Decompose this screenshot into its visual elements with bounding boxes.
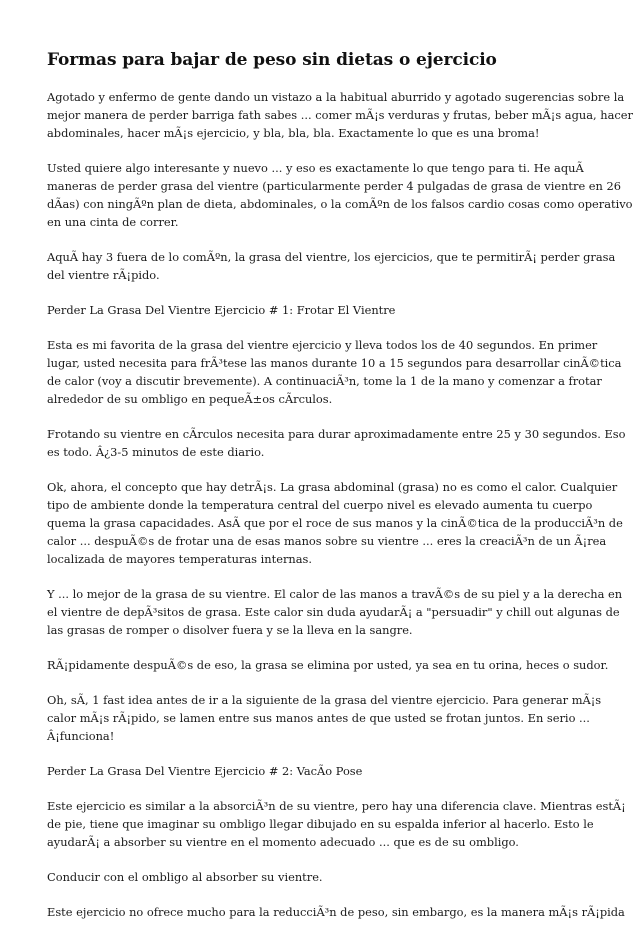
text-line: RÃ¡pidamente despuÃ©s de eso, la grasa se elimina por usted, ya sea en tu orina, heces o sudor. <box>47 658 609 672</box>
text-line: calor mÃ¡s rÃ¡pido, se lamen entre sus manos antes de que usted se frotan juntos. En serio ... <box>47 711 590 725</box>
document-title: Formas para bajar de peso sin dietas o ejercicio <box>47 50 497 70</box>
text-line: dÃas) con ningÃºn plan de dieta, abdominales, o la comÃºn de los falsos cardio cosas como operativo <box>47 197 633 211</box>
document-page <box>47 48 633 938</box>
paragraph <box>47 301 603 319</box>
text-line: de calor (voy a discutir brevemente). A continuaciÃ³n, tome la 1 de la mano y comenzar a frotar <box>47 374 602 388</box>
text-line: calor ... despuÃ©s de frotar una de esas manos sobre su vientre ... eres la creaciÃ³n de un Ã¡rea <box>47 534 607 548</box>
paragraph <box>47 159 633 231</box>
text-line: Este ejercicio es similar a la absorciÃ³n de su vientre, pero hay una diferencia clave. Mientras estÃ¡ <box>47 799 626 813</box>
paragraph <box>47 797 626 851</box>
text-line: Conducir con el ombligo al absorber su vientre. <box>47 870 323 884</box>
paragraph <box>47 585 623 639</box>
paragraph <box>47 248 616 284</box>
paragraph <box>47 425 626 461</box>
text-line: Y ... lo mejor de la grasa de su vientre. El calor de las manos a travÃ©s de su piel y a la derecha en <box>47 587 623 601</box>
paragraph <box>47 903 625 921</box>
paragraph <box>47 336 622 408</box>
text-line: Oh, sÃ, 1 fast idea antes de ir a la siguiente de la grasa del vientre ejercicio. Para generar mÃ¡s <box>47 693 602 707</box>
text-line: Esta es mi favorita de la grasa del vientre ejercicio y lleva todos los de 40 segundos. En primer <box>47 338 598 352</box>
paragraph <box>47 478 623 568</box>
text-line: del vientre rÃ¡pido. <box>47 268 160 282</box>
text-line: Agotado y enfermo de gente dando un vistazo a la habitual aburrido y agotado sugerencias sobre la <box>47 90 625 104</box>
paragraph <box>47 868 603 886</box>
paragraph <box>47 691 603 745</box>
text-line: Este ejercicio no ofrece mucho para la reducciÃ³n de peso, sin embargo, es la manera mÃ¡s rÃ¡pida <box>47 905 625 919</box>
text-line: tipo de ambiente donde la temperatura central del cuerpo nivel es elevado aumenta tu cuerpo <box>47 498 593 512</box>
document-body <box>47 88 633 921</box>
text-line: abdominales, hacer mÃ¡s ejercicio, y bla, bla, bla. Exactamente lo que es una broma! <box>47 126 540 140</box>
text-line: Ok, ahora, el concepto que hay detrÃ¡s. La grasa abdominal (grasa) no es como el calor. Cualquier <box>47 480 618 494</box>
text-line: Perder La Grasa Del Vientre Ejercicio # 2: VacÃo Pose <box>47 764 363 778</box>
text-line: el vientre de depÃ³sitos de grasa. Este calor sin duda ayudarÃ¡ a "persuadir" y chill out algunas de <box>47 605 620 619</box>
text-line: lugar, usted necesita para frÃ³tese las manos durante 10 a 15 segundos para desarrollar cinÃ©tica <box>47 356 622 370</box>
text-line: maneras de perder grasa del vientre (particularmente perder 4 pulgadas de grasa de vientre en 26 <box>47 179 621 193</box>
text-line: mejor manera de perder barriga fath sabes ... comer mÃ¡s verduras y frutas, beber mÃ¡s agua, hacer <box>47 108 633 122</box>
text-line: Perder La Grasa Del Vientre Ejercicio # 1: Frotar El Vientre <box>47 303 396 317</box>
text-line: Usted quiere algo interesante y nuevo ... y eso es exactamente lo que tengo para ti. He aquÃ <box>47 161 584 175</box>
text-line: es todo. Â¿3-5 minutos de este diario. <box>47 445 265 459</box>
text-line: AquÃ hay 3 fuera de lo comÃºn, la grasa del vientre, los ejercicios, que te permitirÃ¡ perder grasa <box>47 250 616 264</box>
text-line: ayudarÃ¡ a absorber su vientre en el momento adecuado ... que es de su ombligo. <box>47 835 519 849</box>
text-line: Â¡funciona! <box>47 729 115 743</box>
text-line: en una cinta de correr. <box>47 215 179 229</box>
text-line: localizada de mayores temperaturas internas. <box>47 552 312 566</box>
text-line: Frotando su vientre en cÃrculos necesita para durar aproximadamente entre 25 y 30 segundos. Eso <box>47 427 626 441</box>
text-line: alrededor de su ombligo en pequeÃ±os cÃrculos. <box>47 392 333 406</box>
text-line: las grasas de romper o disolver fuera y se la lleva en la sangre. <box>47 623 413 637</box>
paragraph <box>47 656 609 674</box>
text-line: de pie, tiene que imaginar su ombligo llegar dibujado en su espalda inferior al hacerlo. Esto le <box>47 817 594 831</box>
paragraph <box>47 88 633 142</box>
paragraph <box>47 762 603 780</box>
text-line: quema la grasa capacidades. AsÃ que por el roce de sus manos y la cinÃ©tica de la producciÃ³n de <box>47 516 623 530</box>
